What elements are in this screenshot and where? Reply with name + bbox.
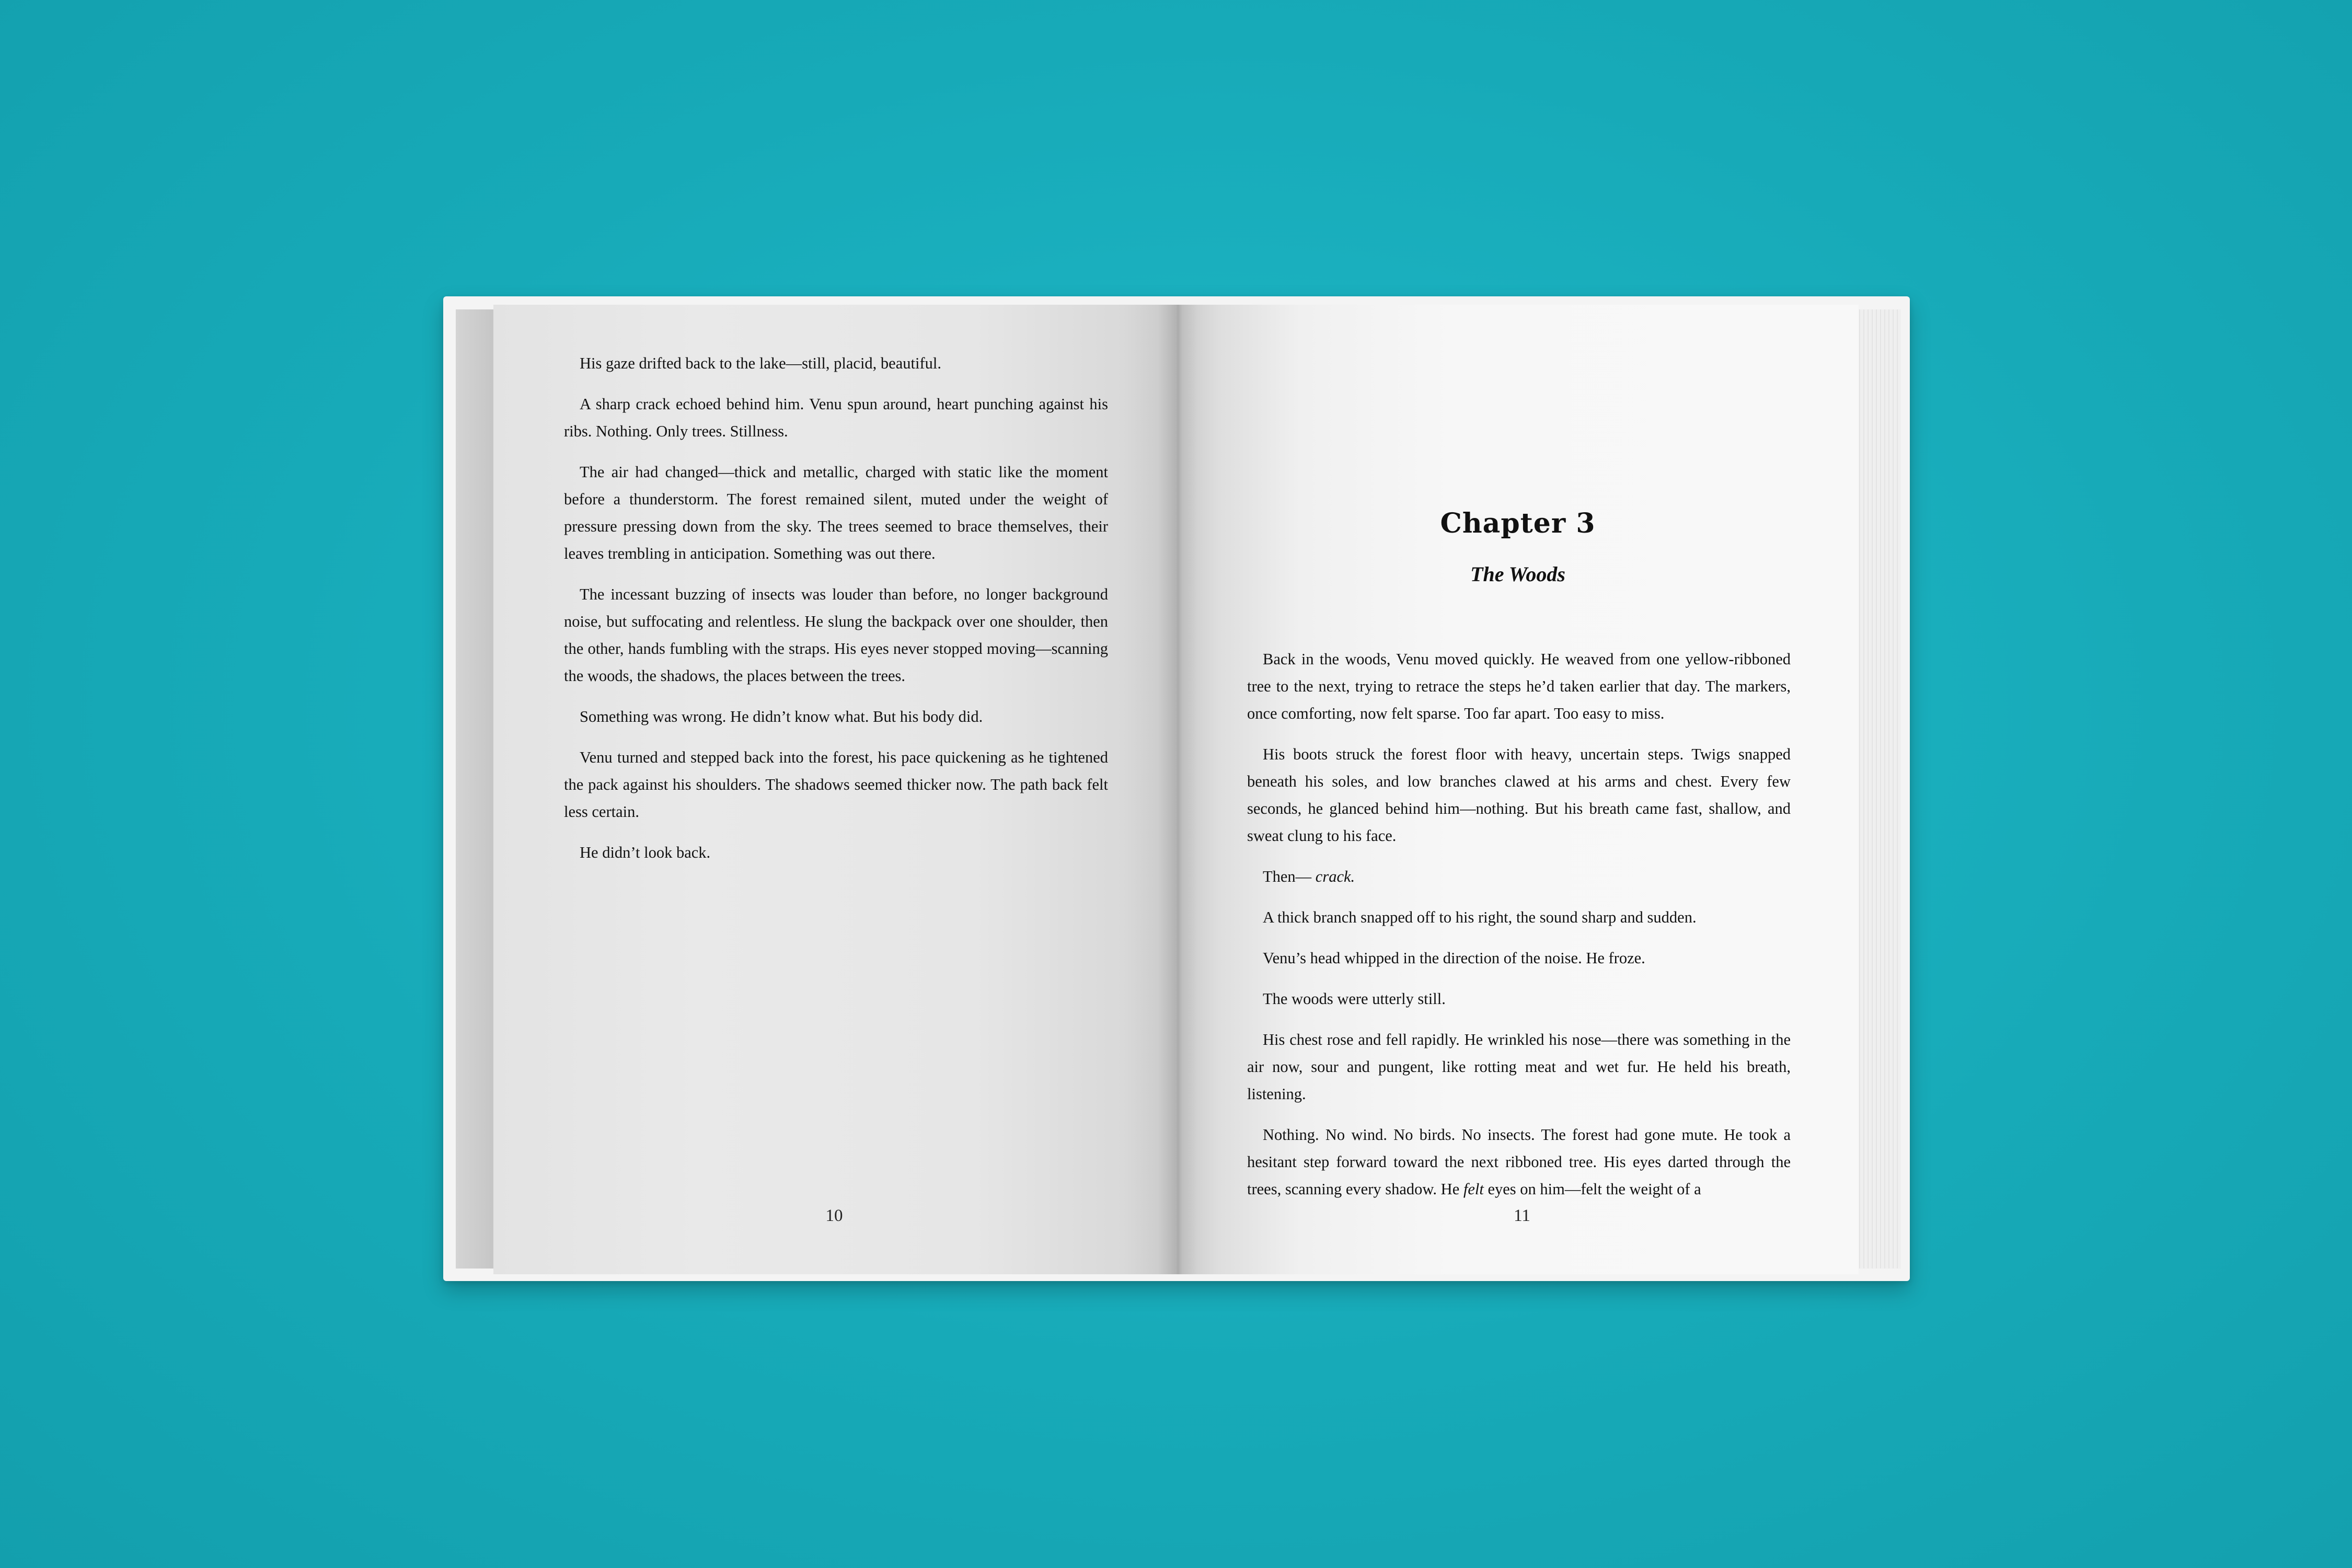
left-page-text [564,350,1108,880]
paragraph-text: Then— [1263,868,1316,885]
book-gutter-shadow [1158,305,1198,1274]
right-page-text [1247,645,1791,1216]
paragraph [1247,863,1791,890]
paragraph: His chest rose and fell rapidly. He wrinkled his nose—there was something in the air now, sour and pungent, like rotting meat and wet fur. He held his breath, listening. [1247,1031,1791,1103]
paragraph: Venu’s head whipped in the direction of the noise. He froze. [1263,949,1645,967]
italic-text: crack. [1315,868,1355,885]
paragraph: His gaze drifted back to the lake—still, placid, beautiful. [580,354,941,372]
right-page-edges [1857,309,1901,1269]
left-page-edges [456,309,497,1269]
paragraph: A thick branch snapped off to his right, the sound sharp and sudden. [1263,908,1697,926]
right-page [1178,305,1859,1274]
page-number-left: 10 [825,1206,843,1225]
left-page [493,305,1178,1274]
paragraph: He didn’t look back. [580,844,711,861]
paragraph: A sharp crack echoed behind him. Venu spun around, heart punching against his ribs. Nothing. Only trees. Stillness. [564,395,1108,440]
paragraph: Back in the woods, Venu moved quickly. He weaved from one yellow-ribboned tree to the next, trying to retrace the steps he’d taken earlier that day. The markers, once comforting, now felt sparse. Too far apart. Too easy to miss. [1247,650,1791,722]
chapter-title: Chapter 3 [1440,508,1596,539]
italic-text: felt [1463,1180,1484,1198]
paragraph: Venu turned and stepped back into the forest, his pace quickening as he tightened the pack against his shoulders. The shadows seemed thicker now. The path back felt less certain. [564,748,1108,821]
paragraph: The incessant buzzing of insects was louder than before, no longer background noise, but suffocating and relentless. He slung the backpack over one shoulder, then the other, hands fumbling with the straps. His eyes never stopped moving—scanning the woods, the shadows, the places between the trees. [564,585,1108,685]
page-number-right: 11 [1514,1206,1530,1225]
paragraph: His boots struck the forest floor with heavy, uncertain steps. Twigs snapped beneath his soles, and low branches clawed at his arms and chest. Every few seconds, he glanced behind him—nothing. But his breath came fast, shallow, and sweat clung to his face. [1247,745,1791,845]
chapter-subtitle: The Woods [1470,562,1565,586]
paragraph-text: Nothing. No wind. No birds. No insects. The forest had gone mute. He took a hesitant step forward toward the next ribboned tree. His eyes darted through the trees, scanning every shadow. He [1247,1126,1791,1198]
paragraph: The air had changed—thick and metallic, charged with static like the moment before a thunderstorm. The forest remained silent, muted under the weight of pressure pressing down from the sky. The trees seemed to brace themselves, their leaves trembling in anticipation. Something was out there. [564,463,1108,562]
paragraph-text: eyes on him—felt the weight of a [1483,1180,1701,1198]
paragraph [1247,1121,1791,1203]
paragraph: Something was wrong. He didn’t know what. But his body did. [580,708,983,725]
paragraph: The woods were utterly still. [1263,990,1446,1008]
